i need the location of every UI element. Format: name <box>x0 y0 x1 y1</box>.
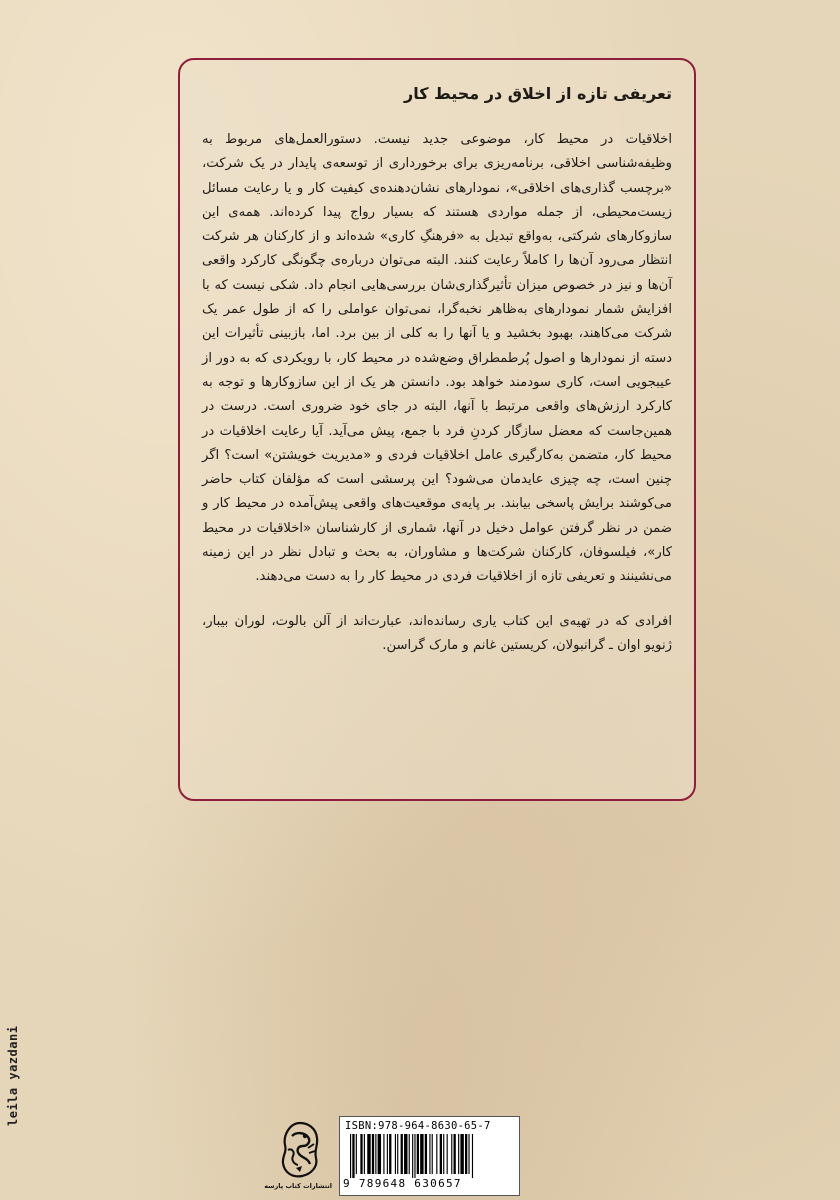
barcode-digits: 9 789648 630657 <box>343 1177 462 1190</box>
panel-title: تعریفی تازه از اخلاق در محیط کار <box>403 84 672 103</box>
isbn-label: ISBN:978-964-8630-65-7 <box>345 1120 491 1132</box>
barcode-bars <box>350 1134 510 1178</box>
barcode-bar <box>440 1134 442 1174</box>
barcode-bar <box>454 1134 456 1174</box>
barcode-bar <box>425 1134 427 1174</box>
barcode-bar <box>389 1134 391 1174</box>
publisher-logo <box>264 1120 332 1191</box>
barcode-bar <box>383 1134 384 1174</box>
barcode-bar <box>443 1134 444 1174</box>
description-panel <box>178 58 696 801</box>
barcode-bar <box>451 1134 452 1174</box>
barcode-bar <box>468 1134 469 1174</box>
isbn-barcode <box>339 1116 520 1196</box>
barcode-bar <box>378 1134 381 1174</box>
barcode-bar <box>409 1134 410 1174</box>
barcode-bar <box>350 1134 351 1178</box>
contributors-credit: افرادی که در تهیه‌ی این کتاب یاری رسانده‌اند، عبارت‌اند از آلن بالوت، لوران بیبار، ژنویو اوان ـ گرانبولان، کریستین غانم و مارک گراسن. <box>202 613 672 653</box>
barcode-bar <box>397 1134 398 1174</box>
barcode-bar <box>458 1134 459 1174</box>
barcode-bar <box>352 1134 354 1178</box>
publisher-emblem-icon <box>278 1120 322 1182</box>
barcode-bar <box>460 1134 463 1174</box>
barcode-bar <box>465 1134 467 1174</box>
publisher-name: انتشارات کتاب پارسه <box>264 1182 332 1190</box>
barcode-bar <box>414 1134 415 1178</box>
barcode-bar <box>412 1134 413 1178</box>
barcode-bar <box>375 1134 376 1174</box>
barcode-bar <box>429 1134 430 1174</box>
description-body: اخلاقیات در محیط کار، موضوعی جدید نیست. دستورالعمل‌های مربوط به وظیفه‌شناسی اخلاقی، برنامه‌ریزی برای برخورداری از توسعه‌ی پایدار در یک شرکت، «برچسب گذاری‌های اخلاقی»، نمودارهای نشان‌دهنده‌ی کیفیت کار و یا رعایت مسائل زیست‌محیطی، از جمله مواردی هستند که بسیار رواج پیدا کرده‌اند. همه‌ی این سازوکارهای شرکتی، به‌واقع تبدیل به «فرهنگِ کاری» شده‌اند و از کارکنان هر شرکت انتظار می‌رود آن‌ها را کاملاً رعایت کنند. البته می‌توان درباره‌ی چگونگی کارکرد واقعی آن‌ها و نیز در خصوص میزان تأثیرگذاری‌شان بررسی‌هایی انجام داد. شکی نیست که با افزایش شمار نمودارهای به‌ظاهر نخبه‌گرا، نمی‌توان عواملی را که از طول عمر یک شرکت می‌کاهند، بهبود بخشید و یا آنها را به کلی از بین برد. اما، بازبینی تأثیرات این دسته از نمودارها و اصول پُرطمطراق وضع‌شده در محیط کار، با رویکردی که به دور از عیبجویی است، کاری سودمند خواهد بود. دانستن هر یک از این سازوکارها و توجه به کارکرد ارزش‌های واقعی مرتبط با آنها، البته در جای خود ضروری است. درست در همین‌جاست که معضل سازگار کردنِ فرد با جمع، پیش می‌آید. آیا رعایت اخلاقیات در محیط کار، متضمن به‌کارگیری عامل اخلاقیات فردی و «مدیریت خویشتن» است؟ اگر چنین است، چه چیزی عایدمان می‌شود؟ این پرسشی است که مؤلفان کتاب حاضر می‌کوشند برایش پاسخی بیابند. بر پایه‌ی موقعیت‌های واقعی پیش‌آمده در محیط کار و ضمن در نظر گرفتن عوامل دخیل در آنها، شماری از کارشناسان «اخلاقیات در محیط کار»، فیلسوفان، کارکنان شرکت‌ها و مشاوران، به بحث و تبادل نظر در این زمینه می‌نشینند و تعریفی تازه از اخلاقیات فردی در محیط کار را به دست می‌دهند. <box>202 132 672 585</box>
barcode-bar <box>447 1134 448 1174</box>
barcode-bar <box>387 1134 388 1174</box>
barcode-bar <box>360 1134 362 1174</box>
barcode-bar <box>364 1134 365 1174</box>
barcode-bar <box>420 1134 423 1174</box>
barcode-bar <box>356 1134 357 1174</box>
barcode-bar <box>395 1134 396 1174</box>
barcode-bar <box>472 1134 473 1178</box>
cover-designer-credit: leila yazdani <box>6 1025 20 1126</box>
barcode-bar <box>417 1134 419 1174</box>
barcode-bar <box>372 1134 374 1174</box>
barcode-bar <box>436 1134 437 1174</box>
barcode-bar <box>401 1134 403 1174</box>
barcode-bar <box>404 1134 407 1174</box>
barcode-bar <box>367 1134 370 1174</box>
barcode-bar <box>432 1134 433 1174</box>
